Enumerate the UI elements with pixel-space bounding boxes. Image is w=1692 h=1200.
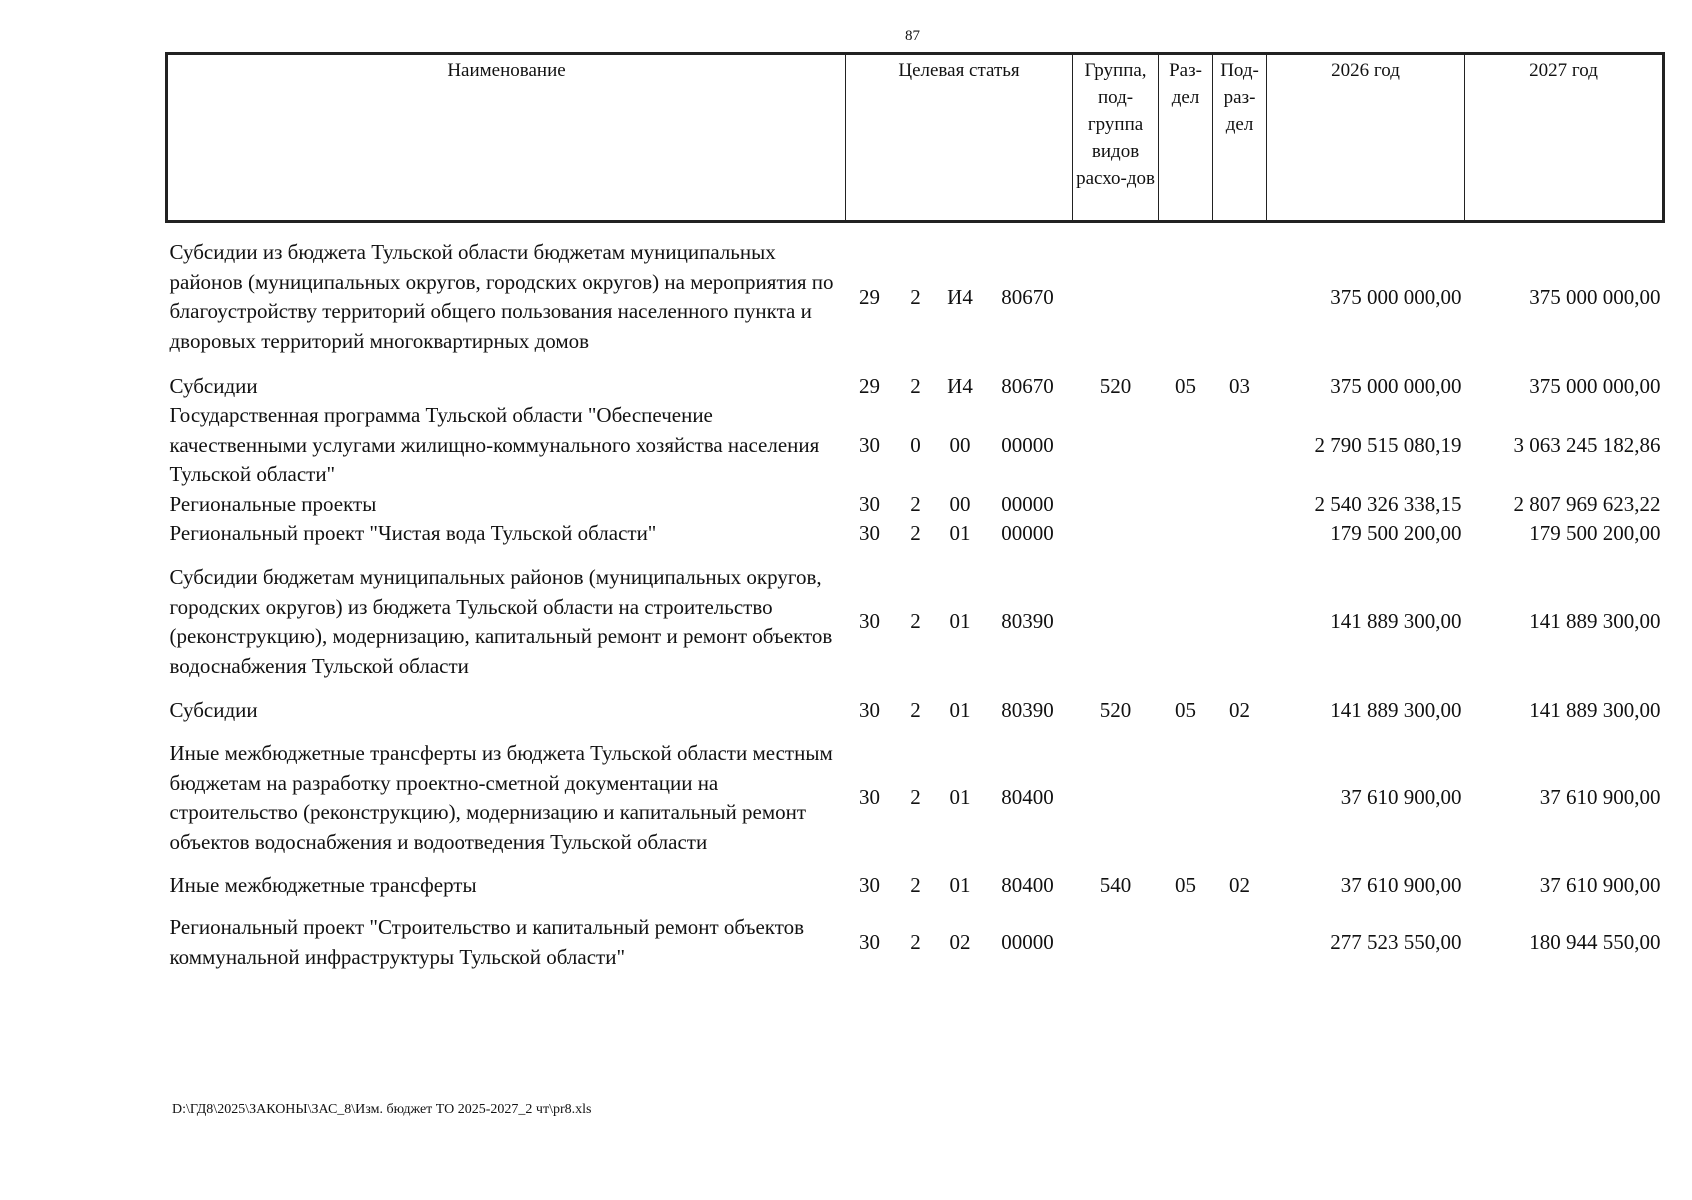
subsection-code: 02 <box>1229 873 1251 897</box>
subsection-code <box>1213 490 1267 520</box>
table-row <box>167 725 1664 871</box>
target-code-project: 01 <box>949 521 971 545</box>
amount-2027: 2 807 969 623,22 <box>1513 491 1661 516</box>
row-name: Субсидии <box>169 373 258 398</box>
section-code: 05 <box>1175 697 1197 722</box>
target-code-project: 02 <box>949 929 971 954</box>
header-section: Раз-дел <box>1159 54 1213 222</box>
expense-group <box>1073 549 1159 696</box>
table-row <box>167 401 1664 490</box>
target-code-program: 29 <box>859 284 880 309</box>
target-code-type: 2 <box>910 697 921 722</box>
amount-2026: 375 000 000,00 <box>1330 373 1462 398</box>
expense-group <box>1073 222 1159 372</box>
amount-2026: 37 610 900,00 <box>1340 873 1462 897</box>
amount-2026: 141 889 300,00 <box>1330 697 1462 722</box>
subsection-code: 03 <box>1229 373 1251 398</box>
subsection-code <box>1213 901 1267 985</box>
table-body <box>167 222 1664 985</box>
target-code-type: 2 <box>910 373 921 398</box>
amount-2027: 141 889 300,00 <box>1529 609 1661 634</box>
header-year-2026: 2026 год <box>1267 54 1465 222</box>
target-code-program: 30 <box>859 929 880 954</box>
table-row <box>167 222 1664 372</box>
table-row <box>167 372 1664 402</box>
target-code-direction: 00000 <box>1001 521 1054 545</box>
header-expense-group: Группа, под-группа видов расхо-дов <box>1073 54 1159 222</box>
section-code <box>1159 519 1213 549</box>
target-code-direction: 80390 <box>1001 609 1054 634</box>
expense-group: 520 <box>1099 373 1132 398</box>
row-name: Субсидии бюджетам муниципальных районов (муниципальных округов, городских округов) из бюджета Тульской области на строительство (реконструкцию), модернизацию, капитальный ремонт и ремонт объектов водоснабжения Тульской области <box>169 565 833 678</box>
subsection-code: 02 <box>1229 697 1251 722</box>
row-name: Иные межбюджетные трансферты из бюджета Тульской области местным бюджетам на разработку проектно-сметной документации на строительство (реконструкцию), модернизацию и капитальный ремонт объектов водоснабжения и водоотведения Тульской области <box>169 741 833 854</box>
amount-2026: 2 540 326 338,15 <box>1314 491 1462 516</box>
expense-group: 520 <box>1099 697 1132 722</box>
amount-2027: 179 500 200,00 <box>1529 521 1661 545</box>
target-code-project: 01 <box>949 873 971 897</box>
table-row <box>167 490 1664 520</box>
target-code-program: 30 <box>859 432 880 457</box>
amount-2027: 375 000 000,00 <box>1529 373 1661 398</box>
subsection-code <box>1213 401 1267 490</box>
target-code-direction: 80670 <box>1001 284 1054 309</box>
amount-2027: 37 610 900,00 <box>1539 785 1661 810</box>
expense-group <box>1073 401 1159 490</box>
section-code <box>1159 222 1213 372</box>
amount-2026: 277 523 550,00 <box>1330 929 1462 954</box>
target-code-type: 0 <box>910 432 921 457</box>
amount-2026: 375 000 000,00 <box>1330 284 1462 309</box>
section-code <box>1159 490 1213 520</box>
target-code-type: 2 <box>910 609 921 634</box>
target-code-program: 30 <box>859 609 880 634</box>
header-target-article: Целевая статья <box>846 54 1073 222</box>
header-year-2027: 2027 год <box>1465 54 1664 222</box>
subsection-code <box>1213 725 1267 871</box>
target-code-project: 01 <box>949 785 971 810</box>
expense-group <box>1073 519 1159 549</box>
header-subsection: Под-раз-дел <box>1213 54 1267 222</box>
budget-table <box>165 52 1665 985</box>
table-row <box>167 519 1664 549</box>
row-name: Региональные проекты <box>169 491 377 516</box>
amount-2026: 2 790 515 080,19 <box>1314 432 1462 457</box>
amount-2026: 141 889 300,00 <box>1330 609 1462 634</box>
row-name: Субсидии <box>169 697 258 722</box>
target-code-type: 2 <box>910 521 921 545</box>
target-code-type: 2 <box>910 284 921 309</box>
table-row <box>167 871 1664 901</box>
page-number: 87 <box>905 28 920 44</box>
target-code-project: 00 <box>949 432 971 457</box>
expense-group <box>1073 901 1159 985</box>
target-code-direction: 80400 <box>1001 873 1054 897</box>
target-code-direction: 80390 <box>1001 697 1054 722</box>
target-code-program: 30 <box>859 491 880 516</box>
target-code-direction: 80670 <box>1001 373 1054 398</box>
target-code-type: 2 <box>910 785 921 810</box>
table-row <box>167 901 1664 985</box>
target-code-direction: 00000 <box>1001 491 1054 516</box>
subsection-code <box>1213 222 1267 372</box>
target-code-project: 00 <box>949 491 971 516</box>
row-name: Региональный проект "Чистая вода Тульской области" <box>169 521 657 545</box>
target-code-direction: 00000 <box>1001 929 1054 954</box>
amount-2027: 180 944 550,00 <box>1529 929 1661 954</box>
target-code-direction: 80400 <box>1001 785 1054 810</box>
target-code-direction: 00000 <box>1001 432 1054 457</box>
target-code-program: 29 <box>859 373 880 398</box>
table-row <box>167 696 1664 726</box>
target-code-program: 30 <box>859 873 880 897</box>
target-code-program: 30 <box>859 521 880 545</box>
target-code-program: 30 <box>859 785 880 810</box>
target-code-project: 01 <box>949 609 971 634</box>
target-code-type: 2 <box>910 873 921 897</box>
expense-group: 540 <box>1099 873 1132 897</box>
row-name: Иные межбюджетные трансферты <box>169 873 477 897</box>
amount-2026: 37 610 900,00 <box>1340 785 1462 810</box>
file-path-footer: D:\ГД8\2025\ЗАКОНЫ\ЗАС_8\Изм. бюджет ТО 2025-2027_2 чт\pr8.xls <box>172 1102 592 1117</box>
header-name: Наименование <box>167 54 846 222</box>
table-row <box>167 549 1664 696</box>
amount-2027: 141 889 300,00 <box>1529 697 1661 722</box>
expense-group <box>1073 490 1159 520</box>
subsection-code <box>1213 549 1267 696</box>
target-code-project: И4 <box>947 373 973 398</box>
target-code-project: 01 <box>949 697 971 722</box>
section-code <box>1159 549 1213 696</box>
target-code-type: 2 <box>910 491 921 516</box>
target-code-project: И4 <box>947 284 973 309</box>
target-code-type: 2 <box>910 929 921 954</box>
table-header-row <box>167 54 1664 222</box>
row-name: Субсидии из бюджета Тульской области бюджетам муниципальных районов (муниципальных округов, городских округов) на мероприятия по благоустройству территорий общего пользования населенного пункта и дворовых территорий многоквартирных домов <box>169 240 834 353</box>
section-code <box>1159 401 1213 490</box>
expense-group <box>1073 725 1159 871</box>
amount-2027: 3 063 245 182,86 <box>1513 432 1661 457</box>
subsection-code <box>1213 519 1267 549</box>
target-code-program: 30 <box>859 697 880 722</box>
section-code: 05 <box>1175 373 1197 398</box>
amount-2026: 179 500 200,00 <box>1330 521 1462 545</box>
amount-2027: 375 000 000,00 <box>1529 284 1661 309</box>
section-code <box>1159 725 1213 871</box>
row-name: Государственная программа Тульской области "Обеспечение качественными услугами жилищно-коммунального хозяйства населения Тульской области" <box>169 403 820 486</box>
section-code: 05 <box>1175 873 1197 897</box>
amount-2027: 37 610 900,00 <box>1539 873 1661 897</box>
section-code <box>1159 901 1213 985</box>
row-name: Региональный проект "Строительство и капитальный ремонт объектов коммунальной инфраструктуры Тульской области" <box>169 915 805 969</box>
